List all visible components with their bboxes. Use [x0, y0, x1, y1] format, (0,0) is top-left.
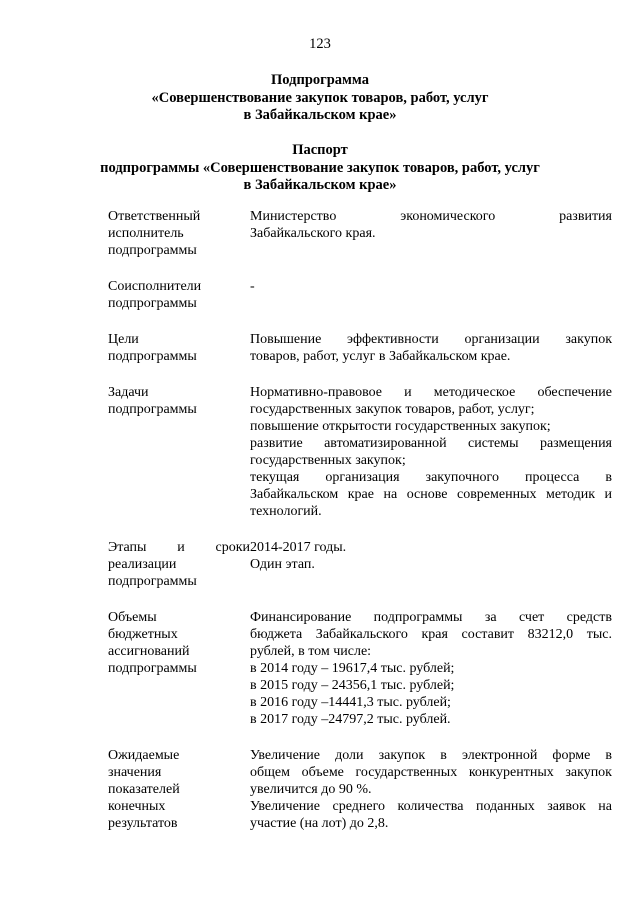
passport-row-responsible	[108, 208, 612, 259]
label-line: исполнитель	[108, 226, 184, 241]
value-line: Увеличение среднего количества поданных заявок на	[250, 799, 612, 814]
row-value	[250, 278, 612, 312]
value-line: в 2017 году –24797,2 тыс. рублей.	[250, 712, 451, 727]
passport-heading-line: подпрограммы «Совершенствование закупок товаров, работ, услуг	[100, 159, 540, 176]
row-label	[108, 331, 250, 365]
label-line: Соисполнители	[108, 279, 202, 294]
value-line: 2014-2017 годы.	[250, 540, 347, 555]
label-line: Ответственный	[108, 209, 201, 224]
passport-row-co-executors	[108, 278, 612, 312]
label-line: подпрограммы	[108, 296, 197, 311]
row-value	[250, 208, 612, 259]
label-line: ассигнований	[108, 644, 190, 659]
subprogram-heading-line: Подпрограмма	[271, 72, 369, 88]
label-line: подпрограммы	[108, 661, 197, 676]
value-line: Финансирование подпрограммы за счет средств	[250, 610, 612, 625]
value-line: технологий.	[250, 504, 322, 519]
value-line: повышение открытости государственных закупок;	[250, 419, 551, 434]
row-label	[108, 278, 250, 312]
row-label	[108, 609, 250, 728]
row-label	[108, 539, 250, 590]
value-line: государственных закупок;	[250, 453, 406, 468]
row-label	[108, 208, 250, 259]
passport-row-tasks	[108, 384, 612, 520]
value-line: развитие автоматизированной системы размещения	[250, 436, 612, 451]
value-line: Увеличение доли закупок в электронной форме в	[250, 748, 612, 763]
label-line: Ожидаемые	[108, 748, 180, 763]
label-line: реализации	[108, 557, 177, 572]
row-value	[250, 539, 612, 590]
value-line: государственных закупок товаров, работ, услуг;	[250, 402, 535, 417]
label-line: значения	[108, 765, 162, 780]
label-line: Этапы и сроки	[108, 540, 250, 555]
value-line: увеличится до 90 %.	[250, 782, 372, 797]
subprogram-heading	[60, 72, 580, 125]
passport-row-expected	[108, 747, 612, 832]
value-line: бюджета Забайкальского края составит 83212,0 тыс.	[250, 627, 612, 642]
value-line: Повышение эффективности организации закупок	[250, 332, 612, 347]
value-line: в 2016 году –14441,3 тыс. рублей;	[250, 695, 451, 710]
subprogram-heading-line: «Совершенствование закупок товаров, работ, услуг	[151, 89, 489, 106]
label-line: Задачи	[108, 385, 149, 400]
subprogram-heading-line: в Забайкальском крае»	[243, 107, 397, 123]
label-line: конечных	[108, 799, 166, 814]
passport-row-goals	[108, 331, 612, 365]
row-value	[250, 384, 612, 520]
value-line: общем объеме государственных конкурентных закупок	[250, 765, 612, 780]
value-line: Министерство экономического развития	[250, 209, 612, 224]
label-line: бюджетных	[108, 627, 178, 642]
value-line: Забайкальском крае на основе современных методик и	[250, 487, 612, 502]
row-label	[108, 747, 250, 832]
value-line: текущая организация закупочного процесса в	[250, 470, 612, 485]
label-line: показателей	[108, 782, 180, 797]
row-value	[250, 747, 612, 832]
row-value	[250, 331, 612, 365]
value-line: в 2015 году – 24356,1 тыс. рублей;	[250, 678, 455, 693]
value-line: -	[250, 279, 255, 294]
passport-table	[108, 208, 612, 832]
passport-heading-line: Паспорт	[292, 142, 348, 158]
label-line: подпрограммы	[108, 349, 197, 364]
label-line: подпрограммы	[108, 402, 197, 417]
passport-row-budget	[108, 609, 612, 728]
value-line: Забайкальского края.	[250, 226, 376, 241]
passport-row-stages	[108, 539, 612, 590]
value-line: товаров, работ, услуг в Забайкальском крае.	[250, 349, 511, 364]
passport-heading	[60, 142, 580, 195]
value-line: в 2014 году – 19617,4 тыс. рублей;	[250, 661, 455, 676]
label-line: результатов	[108, 816, 178, 831]
label-line: Объемы	[108, 610, 157, 625]
label-line: Цели	[108, 332, 139, 347]
row-value	[250, 609, 612, 728]
value-line: участие (на лот) до 2,8.	[250, 816, 389, 831]
value-line: Один этап.	[250, 557, 315, 572]
row-label	[108, 384, 250, 520]
label-line: подпрограммы	[108, 574, 197, 589]
page-number: 123	[309, 36, 331, 52]
value-line: Нормативно-правовое и методическое обеспечение	[250, 385, 612, 400]
value-line: рублей, в том числе:	[250, 644, 372, 659]
label-line: подпрограммы	[108, 243, 197, 258]
passport-heading-line: в Забайкальском крае»	[243, 177, 397, 193]
